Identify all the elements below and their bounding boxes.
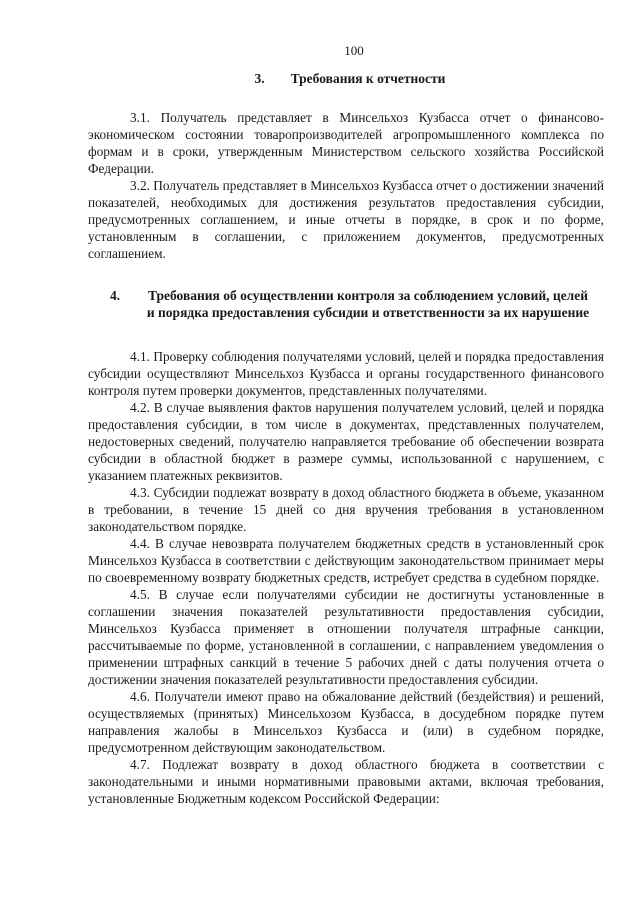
paragraph-4-6: 4.6. Получатели имеют право на обжалование действий (бездействия) и решений, осуществляемых (принятых) Минсельхозом Кузбасса, в досудебном порядке путем направления жалобы в Минсельхоз Кузбасса и (или) в судебном порядке, предусмотренном действующим законодательством.	[88, 689, 604, 755]
paragraph-3-2: 3.2. Получатель представляет в Минсельхоз Кузбасса отчет о достижении значений показателей, необходимых для достижения результатов предоставления субсидии, предусмотренных соглашением, и иные отчеты в порядке, в срок и по форме, установленным в соглашении, с приложением документов, предусмотренных соглашением.	[88, 178, 604, 261]
paragraph-4-3: 4.3. Субсидии подлежат возврату в доход областного бюджета в объеме, указанном в требовании, в течение 15 дней со дня вручения требования в установленном законодательством порядке.	[88, 485, 604, 534]
section-3-heading	[88, 70, 604, 87]
paragraph-4-7: 4.7. Подлежат возврату в доход областного бюджета в соответствии с законодательными и иными нормативными правовыми актами, включая требования, установленные Бюджетным кодексом Российской Федерации:	[88, 757, 604, 806]
paragraph-4-5: 4.5. В случае если получателями субсидии не достигнуты установленные в соглашении значения показателей результативности предоставления субсидии, Минсельхоз Кузбасса применяет в отношении получателя штрафные санкции, рассчитываемые по форме, установленной в соглашении, с направлением уведомления о применении штрафных санкций в течение 5 рабочих дней с даты получения отчета о достижении значения показателей результативности предоставления субсидии.	[88, 587, 604, 687]
section-4-title: Требования об осуществлении контроля за соблюдением условий, целей и порядка предоставления субсидии и ответственности за их нарушение	[146, 288, 590, 320]
page-number: 100	[344, 43, 364, 58]
paragraph-4-2: 4.2. В случае выявления фактов нарушения получателем условий, целей и порядка предоставления субсидии, в том числе в документах, представленных получателем, недостоверных сведений, получателю направляется требование об обеспечении возврата субсидии в областной бюджет в размере суммы, использованной с нарушением, с указанием платежных реквизитов.	[88, 400, 604, 483]
paragraph-3-1: 3.1. Получатель представляет в Минсельхоз Кузбасса отчет о финансово-экономическом состоянии товаропроизводителей агропромышленного комплекса по формам и в сроки, утвержденным Министерством сельского хозяйства Российской Федерации.	[88, 110, 604, 176]
section-3-number: 3.	[254, 71, 265, 86]
paragraph-4-1: 4.1. Проверку соблюдения получателями условий, целей и порядка предоставления субсидии осуществляют Минсельхоз Кузбасса и органы государственного финансового контроля путем проверки документов, представленных получателями.	[88, 349, 604, 398]
section-4-number: 4.	[110, 288, 121, 303]
section-4-heading	[88, 287, 604, 321]
paragraph-4-4: 4.4. В случае невозврата получателем бюджетных средств в установленный срок Минсельхоз Кузбасса в соответствии с действующим законодательством принимает меры по своевременному возврату бюджетных средств, истребует средства в судебном порядке.	[88, 536, 604, 585]
section-3-title: Требования к отчетности	[290, 71, 446, 86]
